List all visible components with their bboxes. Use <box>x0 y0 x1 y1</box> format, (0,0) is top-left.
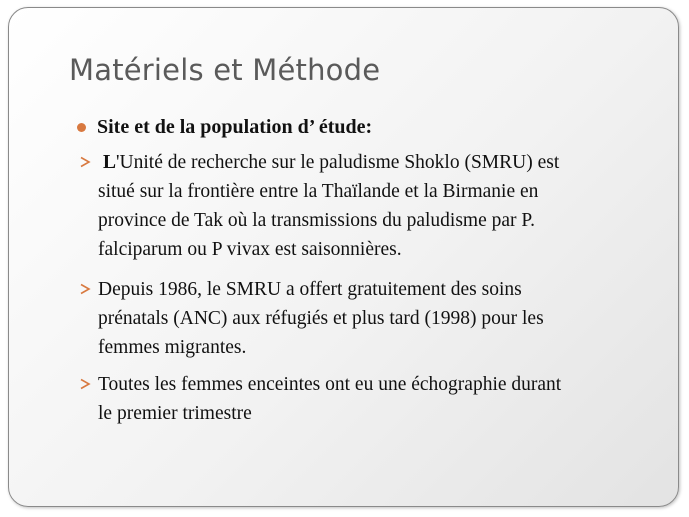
list-item-line: Depuis 1986, le SMRU a offert gratuitement des soins <box>98 279 522 300</box>
list-item-line: falciparum ou P vivax est saisonnières. <box>98 239 402 260</box>
arrow-right-icon <box>79 378 91 390</box>
list-item-text <box>98 370 638 428</box>
list-item-line: province de Tak où la transmissions du paludisme par P. <box>98 210 535 231</box>
slide-title: Matériels et Méthode <box>69 53 381 87</box>
list-item-text <box>98 148 643 264</box>
list-item-line: le premier trimestre <box>98 403 252 424</box>
list-item-line: Toutes les femmes enceintes ont eu une échographie durant <box>98 374 562 395</box>
list-item-line: prénatals (ANC) aux réfugiés et plus tard (1998) pour les <box>98 308 544 329</box>
list-item-line <box>103 148 643 177</box>
arrow-right-icon <box>79 156 91 168</box>
list-item-line: situé sur la frontière entre la Thaïlande et la Birmanie en <box>98 181 539 202</box>
list-item-lead: L <box>103 152 117 173</box>
round-bullet-icon <box>77 123 86 132</box>
arrow-right-icon <box>79 283 91 295</box>
list-item-line-text: 'Unité de recherche sur le paludisme Shoklo (SMRU) est <box>116 152 560 173</box>
list-item-line: femmes migrantes. <box>98 337 247 358</box>
list-item-text <box>98 275 638 362</box>
section-heading-text: Site et de la population d’ étude: <box>97 116 373 138</box>
